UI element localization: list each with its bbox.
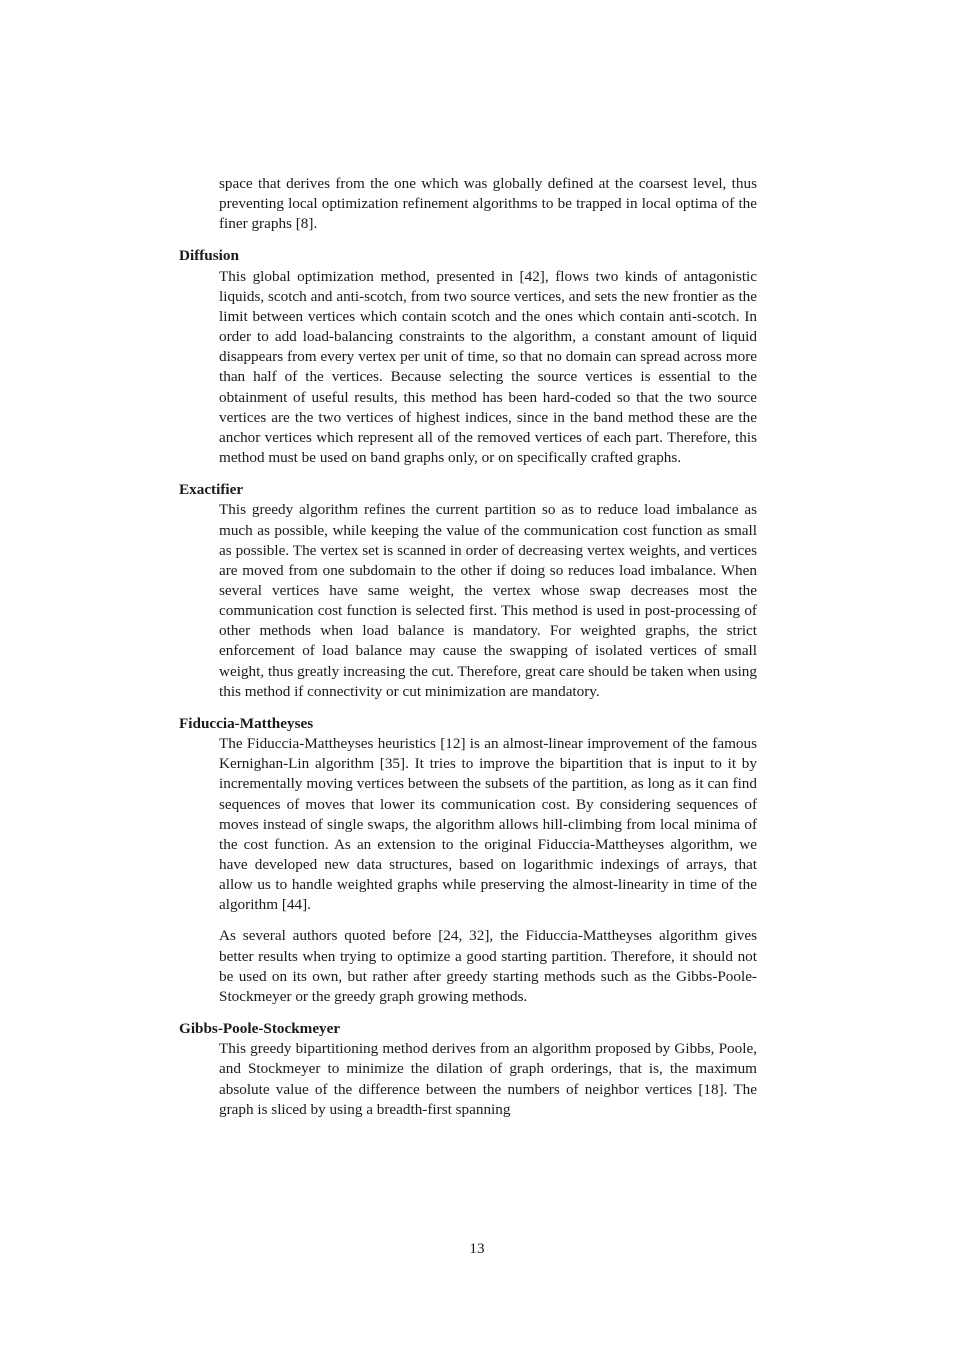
entry-exactifier <box>179 480 757 702</box>
entry-diffusion <box>179 246 757 468</box>
page-body <box>179 174 757 1120</box>
entry-fiduccia-mattheyses <box>179 714 757 1007</box>
term-description: This global optimization method, presented in [42], flows two kinds of antagonistic liquids, scotch and anti-scotch, from two source vertices, and sets the new frontier as the limit between vertices which contain scotch and the ones which contain anti-scotch. In order to add load-balancing constraints to the algorithm, a constant amount of liquid disappears from every vertex per unit of time, so that no domain can spread across more than half of the vertices. Because selecting the source vertices is essential to the obtainment of useful results, this method has been hard-coded so that the two source vertices are the two vertices of highest indices, since in the band method these are the anchor vertices which represent all of the removed vertices of each part. Therefore, this method must be used on band graphs only, or on specifically crafted graphs. <box>219 267 757 467</box>
term-description: This greedy algorithm refines the current partition so as to reduce load imbalance as much as possible, while keeping the value of the communication cost function as small as possible. The vertex set is scanned in order of decreasing vertex weights, and vertices are moved from one subdomain to the other if doing so reduces load imbalance. When several vertices have same weight, the vertex whose swap decreases most the communication cost function is selected first. This method is used in post-processing of other methods when load balance is mandatory. For weighted graphs, the strict enforcement of load balance may cause the swapping of isolated vertices of small weight, thus greatly increasing the cut. Therefore, great care should be taken when using this method if connectivity or cut minimization are mandatory. <box>219 501 757 700</box>
term-heading: Gibbs-Poole-Stockmeyer <box>179 1020 341 1038</box>
term-description-continued: As several authors quoted before [24, 32], the Fiduccia-Mattheyses algorithm gives better results when trying to optimize a good starting partition. Therefore, it should not be used on its own, but rather after greedy starting methods such as the Gibbs-Poole-Stockmeyer or the greedy graph growing methods. <box>219 927 757 1005</box>
page-number: 13 <box>469 1240 485 1257</box>
term-heading: Fiduccia-Mattheyses <box>179 714 314 732</box>
continuation-paragraph: space that derives from the one which was globally defined at the coarsest level, thus preventing local optimization refinement algorithms to be trapped in local optima of the finer graphs [8]. <box>219 175 757 233</box>
term-description: The Fiduccia-Mattheyses heuristics [12] is an almost-linear improvement of the famous Kernighan-Lin algorithm [35]. It tries to improve the bipartition that is input to it by incrementally moving vertices between the subsets of the partition, as long as it can find sequences of moves that lower its communication cost. By considering sequences of moves instead of single swaps, the algorithm allows hill-climbing from local minima of the cost function. As an extension to the original Fiduccia-Mattheyses algorithm, we have developed new data structures, based on logarithmic indexings of arrays, that allow us to handle weighted graphs while preserving the almost-linearity in time of the algorithm [44]. <box>219 735 757 914</box>
entry-gibbs-poole-stockmeyer <box>179 1019 757 1120</box>
term-description: This greedy bipartitioning method derives from an algorithm proposed by Gibbs, Poole, and Stockmeyer to minimize the dilation of graph orderings, that is, the maximum absolute value of the difference between the numbers of neighbor vertices [18]. The graph is sliced by using a breadth-first spanning <box>219 1040 757 1118</box>
term-heading: Diffusion <box>179 247 239 265</box>
term-heading: Exactifier <box>179 481 244 499</box>
